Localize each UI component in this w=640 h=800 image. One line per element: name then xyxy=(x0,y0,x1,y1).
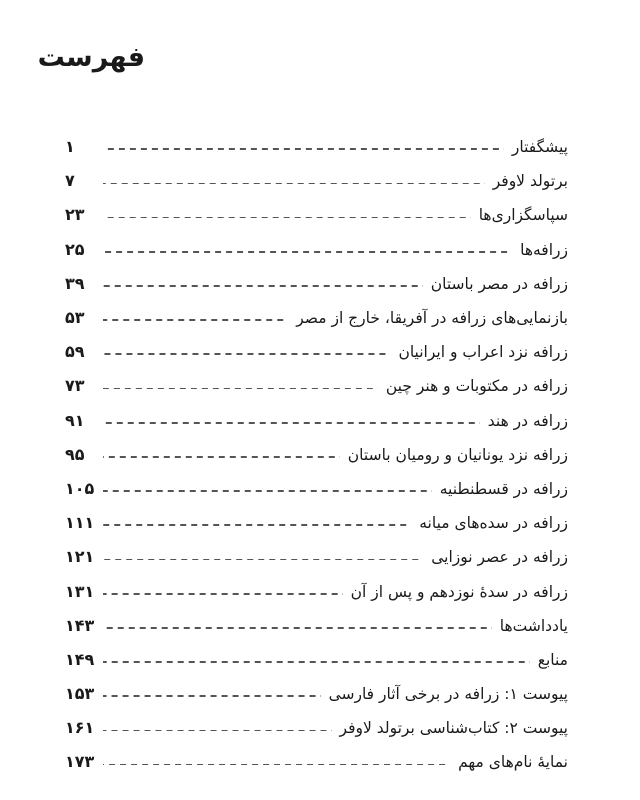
toc-entry-label: پیوست ۲: کتاب‌شناسی برتولد لاوفر xyxy=(339,719,568,738)
toc-entry-label: زرافه در مصر باستان xyxy=(430,274,568,293)
toc-entry-page-number: ۷ xyxy=(65,171,75,191)
toc-entry-label: پیوست ۱: زرافه در برخی آثار فارسی xyxy=(328,685,568,704)
toc-entry[interactable] xyxy=(65,267,568,301)
toc-entry[interactable] xyxy=(65,233,568,267)
toc-entry-page-number: ۹۵ xyxy=(65,444,85,464)
dotted-leader xyxy=(103,285,423,287)
toc-entry-page-number: ۹۱ xyxy=(65,410,85,430)
toc-entry[interactable] xyxy=(65,711,568,745)
dotted-leader xyxy=(103,251,512,253)
dotted-leader xyxy=(103,627,492,629)
toc-entry-page-number: ۷۳ xyxy=(65,376,85,396)
toc-entry-label: زرافه در سدهٔ نوزدهم و پس از آن xyxy=(350,582,568,601)
toc-list xyxy=(65,130,568,780)
toc-entry[interactable] xyxy=(65,472,568,506)
dotted-leader xyxy=(103,182,485,184)
toc-entry[interactable] xyxy=(65,404,568,438)
toc-entry-page-number: ۲۵ xyxy=(65,239,85,259)
toc-entry[interactable] xyxy=(65,677,568,711)
toc-entry[interactable] xyxy=(65,130,568,164)
toc-entry-label: زرافه نزد یونانیان و رومیان باستان xyxy=(347,445,568,464)
toc-entry-page-number: ۱ xyxy=(65,137,75,157)
toc-entry[interactable] xyxy=(65,335,568,369)
dotted-leader xyxy=(103,558,423,560)
dotted-leader xyxy=(103,524,411,526)
toc-entry[interactable] xyxy=(65,438,568,472)
toc-entry-label: برتولد لاوفر xyxy=(492,172,568,191)
toc-entry-page-number: ۵۳ xyxy=(65,308,85,328)
toc-entry-page-number: ۳۹ xyxy=(65,273,85,293)
toc-entry-page-number: ۲۳ xyxy=(65,205,85,225)
toc-entry-page-number: ۱۵۳ xyxy=(65,684,95,704)
dotted-leader xyxy=(103,763,450,765)
dotted-leader xyxy=(103,319,288,321)
toc-entry-label: سپاسگزاری‌ها xyxy=(478,206,568,225)
toc-entry-label: بازنمایی‌های زرافه در آفریقا، خارج از مصر xyxy=(296,309,568,328)
dotted-leader xyxy=(103,661,530,663)
toc-entry-page-number: ۱۰۵ xyxy=(65,478,95,498)
dotted-leader xyxy=(103,729,332,731)
toc-entry[interactable] xyxy=(65,369,568,403)
toc-entry[interactable] xyxy=(65,540,568,574)
toc-entry[interactable] xyxy=(65,198,568,232)
dotted-leader xyxy=(103,387,378,389)
toc-entry-label: زرافه نزد اعراب و ایرانیان xyxy=(398,343,568,362)
dotted-leader xyxy=(103,353,390,355)
toc-entry-label: منابع xyxy=(537,650,568,669)
toc-entry-label: نمایهٔ نام‌های مهم xyxy=(458,753,568,772)
dotted-leader xyxy=(103,216,471,218)
toc-entry-label: زرافه در مکتوبات و هنر چین xyxy=(385,377,568,396)
toc-entry-page-number: ۱۱۱ xyxy=(65,513,95,533)
toc-entry-page-number: ۵۹ xyxy=(65,342,85,362)
toc-entry[interactable] xyxy=(65,574,568,608)
toc-entry[interactable] xyxy=(65,301,568,335)
dotted-leader xyxy=(103,593,343,595)
toc-entry-page-number: ۱۴۳ xyxy=(65,615,95,635)
toc-entry-page-number: ۱۴۹ xyxy=(65,649,95,669)
dotted-leader xyxy=(103,695,321,697)
dotted-leader xyxy=(103,490,432,492)
toc-entry[interactable] xyxy=(65,506,568,540)
toc-entry[interactable] xyxy=(65,643,568,677)
toc-entry-label: زرافه در عصر نوزایی xyxy=(431,548,568,567)
toc-entry[interactable] xyxy=(65,745,568,779)
toc-entry-label: زرافه در قسطنطنیه xyxy=(439,479,568,498)
toc-entry-page-number: ۱۷۳ xyxy=(65,752,95,772)
dotted-leader xyxy=(103,456,340,458)
toc-entry[interactable] xyxy=(65,609,568,643)
toc-entry-label: زرافه‌ها xyxy=(520,240,568,259)
toc-entry-page-number: ۱۶۱ xyxy=(65,718,95,738)
dotted-leader xyxy=(103,148,504,150)
toc-entry-label: یادداشت‌ها xyxy=(499,616,568,635)
toc-entry-label: زرافه در سده‌های میانه xyxy=(419,514,568,533)
page-title: فهرست xyxy=(37,42,145,73)
toc-entry-label: پیشگفتار xyxy=(511,138,568,157)
dotted-leader xyxy=(103,422,480,424)
toc-entry-page-number: ۱۲۱ xyxy=(65,547,95,567)
toc-entry-label: زرافه در هند xyxy=(487,411,568,430)
toc-entry-page-number: ۱۳۱ xyxy=(65,581,95,601)
toc-entry[interactable] xyxy=(65,164,568,198)
